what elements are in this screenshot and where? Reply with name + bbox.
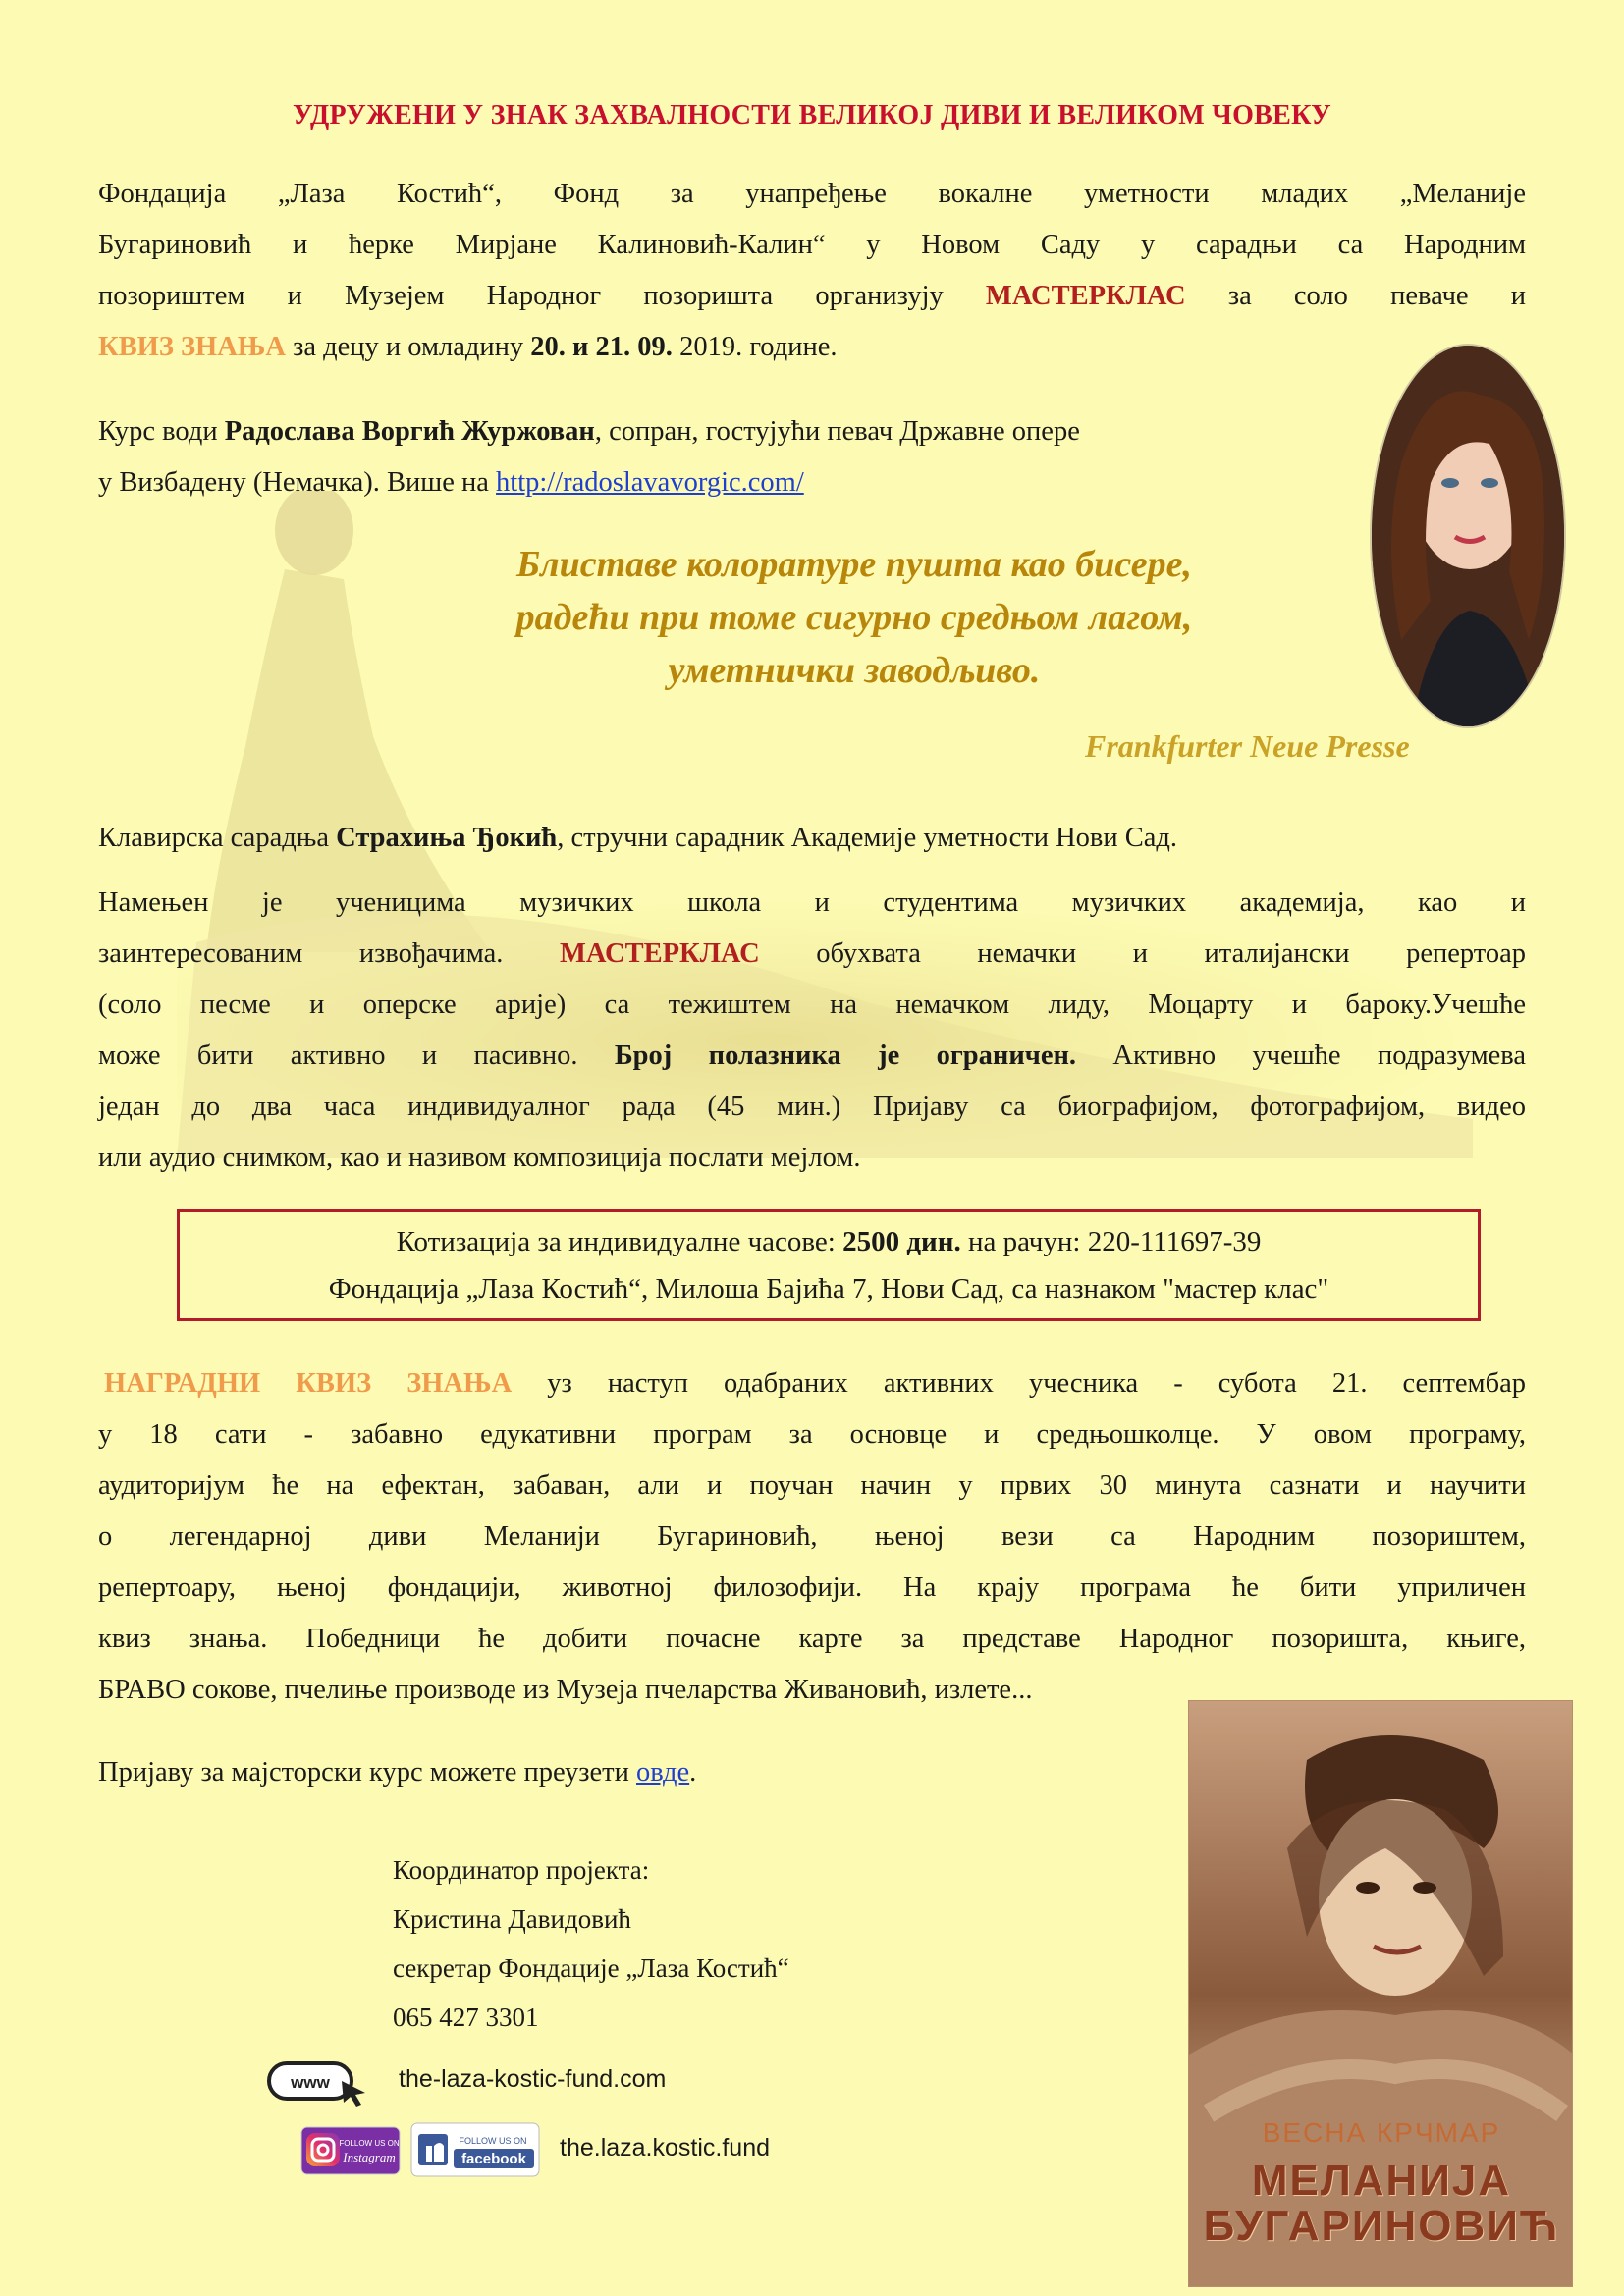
facebook-icon[interactable] <box>410 2122 540 2177</box>
details-line: или аудио снимком, као и називом композиција послати мејлом. <box>98 1143 861 1173</box>
details-line: (соло песме и оперске арије) са тежиштем на немачком лиду, Моцарту и бароку.Учешће <box>98 989 1526 1020</box>
social-row <box>300 2120 988 2189</box>
intro-paragraph <box>98 169 1526 373</box>
quiz-paragraph <box>98 1359 1526 1716</box>
fee-line: Котизација за индивидуалне часове: 2500 дин. на рачун: 220-111697-39 <box>396 1226 1262 1257</box>
instagram-icon[interactable] <box>300 2126 401 2175</box>
quiz-highlight: НАГРАДНИ КВИЗ ЗНАЊА <box>104 1368 513 1399</box>
dates-highlight: 20. и 21. 09. <box>530 332 673 362</box>
svg-text:FOLLOW US ON: FOLLOW US ON <box>339 2139 400 2148</box>
page-title: УДРУЖЕНИ У ЗНАК ЗАХВАЛНОСТИ ВЕЛИКОЈ ДИВИ И ВЕЛИКОМ ЧОВЕКУ <box>292 100 1332 131</box>
quiz-highlight: КВИЗ ЗНАЊА <box>98 332 286 362</box>
svg-text:Instagram: Instagram <box>343 2150 396 2164</box>
fee-box <box>177 1209 1481 1321</box>
intro-line: Фондација „Лаза Костић“, Фонд за унапређење вокалне уметности младих „Меланије <box>98 179 1526 209</box>
website-row <box>265 2052 854 2110</box>
fee-line: Фондација „Лаза Костић“, Милоша Бајића 7, Нови Сад, са назнаком "мастер клас" <box>328 1273 1329 1305</box>
pianist-name: Страхиња Ђокић <box>336 823 558 853</box>
limited-places-notice: Број полазника је ограничен. <box>614 1041 1077 1071</box>
website-link[interactable]: the-laza-kostic-fund.com <box>399 2065 667 2093</box>
teacher-name: Радослава Воргић Журжован <box>224 416 595 447</box>
quiz-line: репертоару, њеној фондацији, животној филозофији. На крају програма ће бити уприличен <box>98 1573 1526 1603</box>
intro-line: позориштем и Музејем Народног позоришта организују МАСТЕРКЛАС за соло певаче и <box>98 281 1526 311</box>
quiz-line: НАГРАДНИ КВИЗ ЗНАЊА уз наступ одабраних активних учесника - субота 21. септембар <box>98 1359 1526 1410</box>
quiz-line: аудиторијум ће на ефектан, забаван, али и поучан начин у првих 30 минута сазнати и научити <box>98 1470 1526 1501</box>
fee-amount: 2500 дин. <box>842 1226 961 1257</box>
details-line: може бити активно и пасивно. Број полазника је ограничен. Активно учешће подразумева <box>98 1041 1526 1071</box>
masterclass-highlight: МАСТЕРКЛАС <box>559 938 760 969</box>
intro-line: Бугариновић и ћерке Мирјане Калиновић-Калин“ у Новом Саду у сарадњи са Народним <box>98 230 1526 260</box>
quote-line: Блиставе колоратуре пушта као бисере, <box>515 544 1192 585</box>
coordinator-name: Кристина Давидовић <box>393 1904 631 1934</box>
course-line: Курс води Радослава Воргић Журжован, сопран, гостујући певач Државне опере <box>98 416 1080 447</box>
quiz-line: у 18 сати - забавно едукативни програм за основце и средњошколце. У овом програму, <box>98 1419 1526 1450</box>
teacher-portrait <box>1370 344 1566 728</box>
masterclass-highlight: МАСТЕРКЛАС <box>985 281 1186 311</box>
book-title: МЕЛАНИЈА БУГАРИНОВИЋ <box>1203 2157 1560 2250</box>
review-quote <box>432 538 1276 697</box>
www-label: www <box>291 2073 330 2092</box>
book-cover-image <box>1188 1700 1573 2287</box>
coordinator-block <box>393 1845 789 2042</box>
teacher-website-link[interactable]: http://radoslavavorgic.com/ <box>496 467 804 498</box>
svg-text:facebook: facebook <box>461 2151 526 2167</box>
book-author: ВЕСНА КРЧМАР <box>1262 2117 1501 2148</box>
piano-paragraph <box>98 813 1526 864</box>
social-handle[interactable]: the.laza.kostic.fund <box>560 2134 771 2162</box>
coordinator-heading: Координатор пројекта: <box>393 1855 650 1885</box>
quote-line: радећи при томе сигурно средњом лагом, <box>515 597 1193 638</box>
details-line: Намењен је ученицима музичких школа и студентима музичких академија, као и <box>98 887 1526 918</box>
coordinator-phone: 065 427 3301 <box>393 2002 539 2032</box>
quiz-line: о легендарној диви Меланији Бугариновић, њеној вези са Народним позориштем, <box>98 1522 1526 1552</box>
details-line: заинтересованим извођачима. МАСТЕРКЛАС обухвата немачки и италијански репертоар <box>98 938 1526 969</box>
quote-line: уметнички заводљиво. <box>668 650 1041 691</box>
course-line: у Визбадену (Немачка). Више на http://radoslavavorgic.com/ <box>98 467 804 498</box>
svg-text:FOLLOW US ON: FOLLOW US ON <box>459 2136 527 2146</box>
intro-line: КВИЗ ЗНАЊА за децу и омладину 20. и 21. 09. 2019. године. <box>98 332 838 362</box>
quiz-line: квиз знања. Победници ће добити почасне карте за представе Народног позоришта, књиге, <box>98 1624 1526 1654</box>
details-paragraph <box>98 878 1526 1184</box>
www-icon <box>267 2059 373 2107</box>
course-paragraph <box>98 406 1375 508</box>
piano-line: Клавирска сарадња Страхиња Ђокић, стручни сарадник Академије уметности Нови Сад. <box>98 823 1178 853</box>
signup-line: Пријаву за мајсторски курс можете преузети овде. <box>98 1757 697 1788</box>
details-line: један до два часа индивидуалног рада (45 мин.) Пријаву са биографијом, фотографијом, видео <box>98 1092 1526 1122</box>
signup-paragraph <box>98 1747 1178 1798</box>
quote-source: Frankfurter Neue Presse <box>1085 728 1410 764</box>
signup-form-link[interactable]: овде <box>635 1757 690 1788</box>
quiz-line: БРАВО сокове, пчелиње производе из Музеја пчеларства Живановић, излете... <box>98 1675 1033 1705</box>
coordinator-role: секретар Фондације „Лаза Костић“ <box>393 1953 789 1983</box>
